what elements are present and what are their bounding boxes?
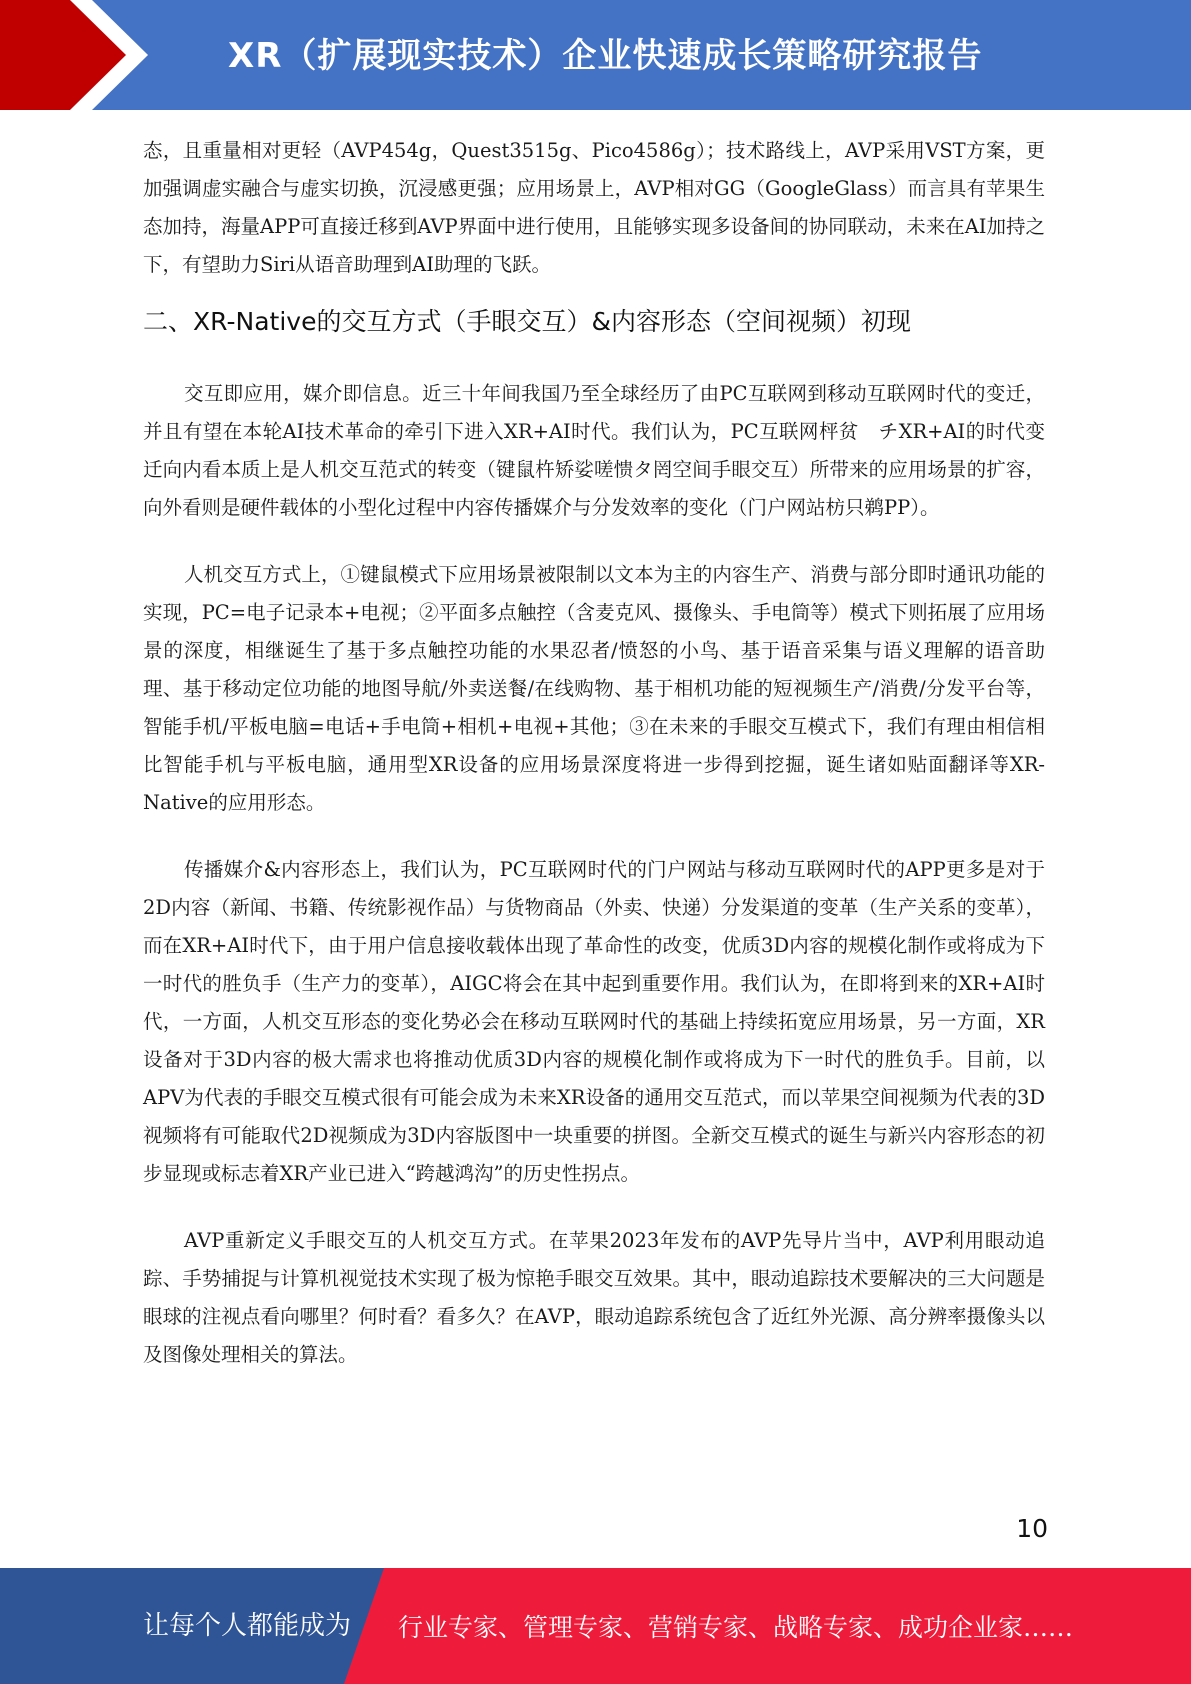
footer-slogan-left: 让每个人都能成为 <box>143 1611 352 1641</box>
paragraph-media-content-form: 传播媒介&内容形态上，我们认为，PC互联网时代的门户网站与移动互联网时代的APP更多是对于2D内容（新闻、书籍、传统影视作品）与货物商品（外卖、快递）分发渠道的变革（生产关系的变革），而在XR+AI时代下，由于用户信息接收载体出现了革命性的改变，优质3D内容的规模化制作或将成为下一时代的胜负手（生产力的变革），AIGC将会在其中起到重要作用。我们认为，在即将到来的XR+AI时代，一方面，人机交互形态的变化势必会在移动互联网时代的基础上持续拓宽应用场景，另一方面，XR设备对于3D内容的极大需求也将推动优质3D内容的规模化制作或将成为下一时代的胜负手。目前，以APV为代表的手眼交互模式很有可能会成为未来XR设备的通用交互范式，而以苹果空间视频为代表的3D视频将有可能取代2D视频成为3D内容版图中一块重要的拼图。全新交互模式的诞生与新兴内容形态的初步显现或标志着XR产业已进入“跨越鸿沟”的历史性拐点。 <box>143 858 1045 1185</box>
footer-slogan-right: 行业专家、管理专家、营销专家、战略专家、成功企业家…… <box>398 1613 1074 1642</box>
report-header-banner <box>0 0 1191 110</box>
page-number: 10 <box>1016 1514 1048 1543</box>
document-body <box>143 132 1045 1374</box>
footer-banner <box>0 1568 1191 1684</box>
paragraph-avp-hand-eye: AVP重新定义手眼交互的人机交互方式。在苹果2023年发布的AVP先导片当中，AVP利用眼动追踪、手势捕捉与计算机视觉技术实现了极为惊艳手眼交互效果。其中，眼动追踪技术要解决的三大问题是眼球的注视点看向哪里？何时看？看多久？在AVP，眼动追踪系统包含了近红外光源、高分辨率摄像头以及图像处理相关的算法。 <box>143 1229 1045 1366</box>
report-title: XR（扩展现实技术）企业快速成长策略研究报告 <box>228 36 983 76</box>
paragraph-interaction-intro: 交互即应用，媒介即信息。近三十年间我国乃至全球经历了由PC互联网到移动互联网时代的变迁，并且有望在本轮AI技术革命的牵引下进入XR+AI时代。我们认为，PC互联网枰贫 チXR+AI的时代变迁向内看本质上是人机交互范式的转变（键鼠杵矫娑嗟愦タ罔空间手眼交互）所带来的应用场景的扩容，向外看则是硬件载体的小型化过程中内容传播媒介与分发效率的变化（门户网站枋只鹈PP）。 <box>143 382 1045 519</box>
section-heading: 二、XR-Native的交互方式（手眼交互）&内容形态（空间视频）初现 <box>143 307 911 336</box>
intro-paragraph: 态，且重量相对更轻（AVP454g，Quest3515g、Pico4586g）；技术路线上，AVP采用VST方案，更加强调虚实融合与虚实切换，沉浸感更强；应用场景上，AVP相对GG（GoogleGlass）而言具有苹果生态加持，海量APP可直接迁移到AVP界面中进行使用，且能够实现多设备间的协同联动，未来在AI加持之下，有望助力Siri从语音助理到AI助理的飞跃。 <box>143 139 1045 276</box>
red-chevron-decoration <box>0 0 160 110</box>
paragraph-human-computer-interaction: 人机交互方式上，①键鼠模式下应用场景被限制以文本为主的内容生产、消费与部分即时通讯功能的实现，PC=电子记录本+电视；②平面多点触控（含麦克风、摄像头、手电筒等）模式下则拓展了应用场景的深度，相继诞生了基于多点触控功能的水果忍者/愤怒的小鸟、基于语音采集与语义理解的语音助理、基于移动定位功能的地图导航/外卖送餐/在线购物、基于相机功能的短视频生产/消费/分发平台等，智能手机/平板电脑=电话+手电筒+相机+电视+其他；③在未来的手眼交互模式下，我们有理由相信相比智能手机与平板电脑，通用型XR设备的应用场景深度将进一步得到挖掘，诞生诸如贴面翻译等XR-Native的应用形态。 <box>143 563 1045 814</box>
